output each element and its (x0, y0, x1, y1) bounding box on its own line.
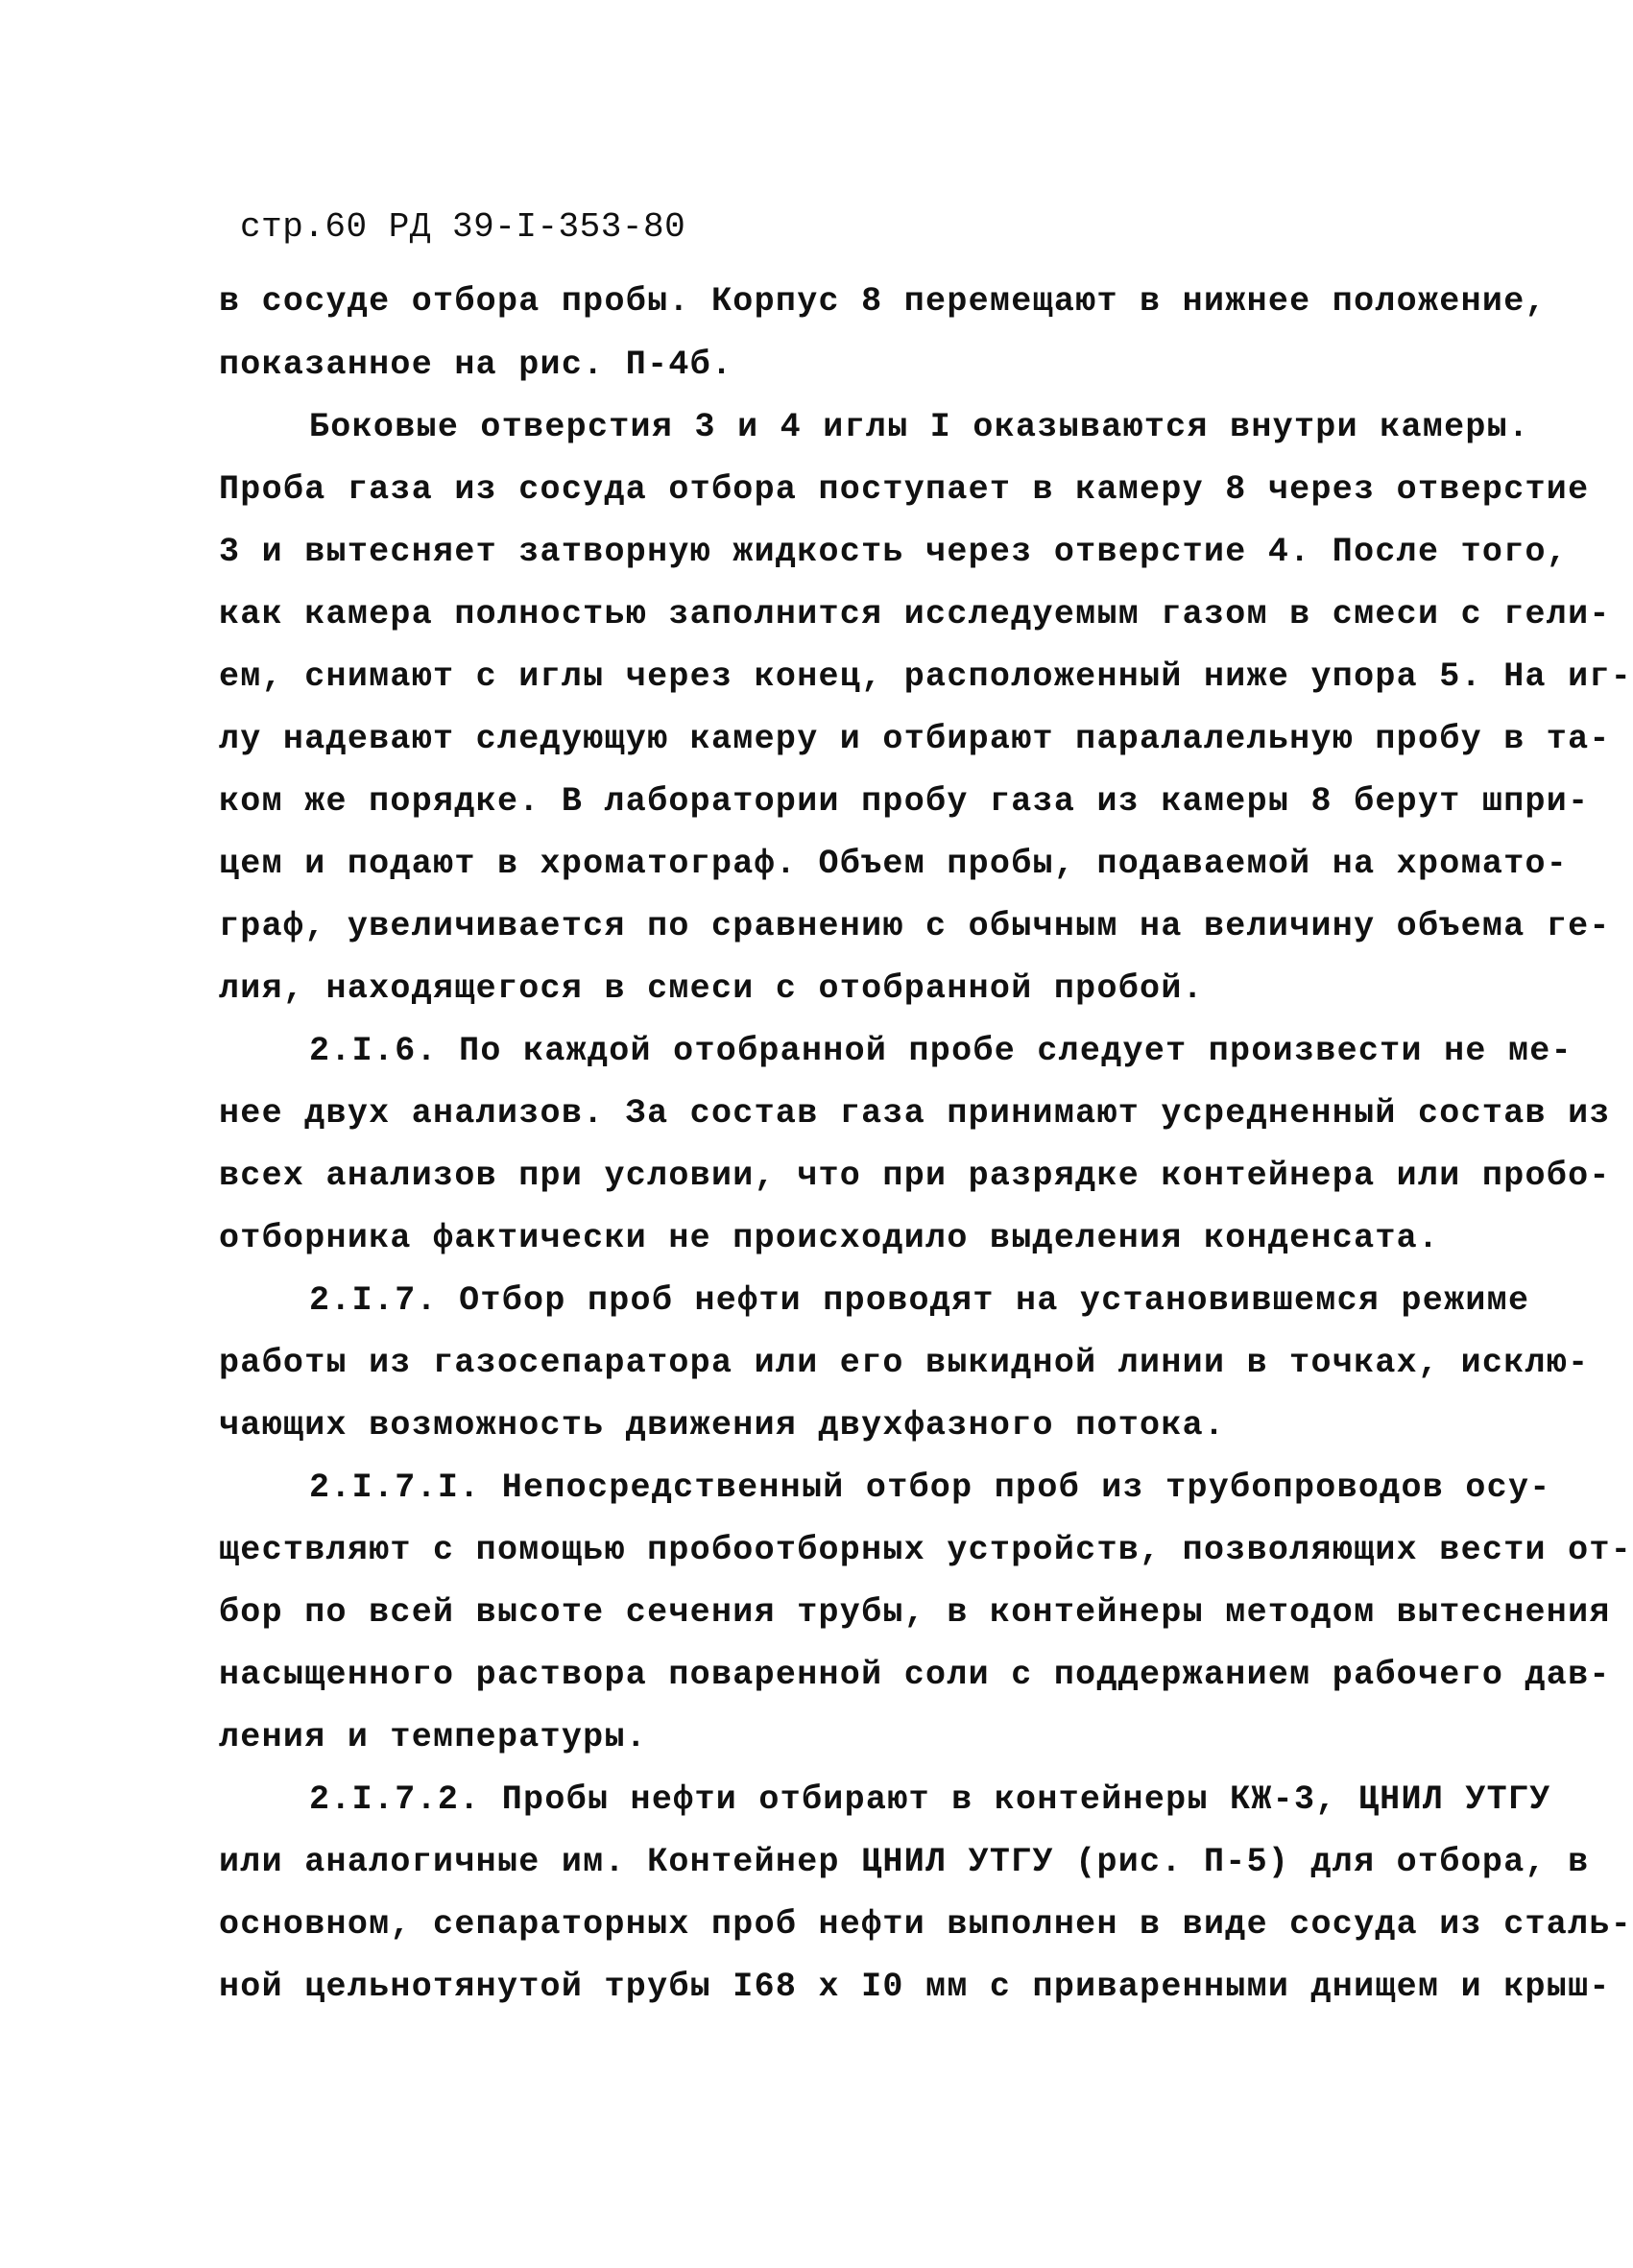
text-line: работы из газосепаратора или его выкидной линии в точках, исклю- (219, 1344, 1590, 1382)
text-line: лу надевают следующую камеру и отбирают паралалельную пробу в та- (219, 720, 1611, 758)
text-line: цем и подают в хроматограф. Объем пробы, подаваемой на хромато- (219, 845, 1569, 883)
text-line: 3 и вытесняет затворную жидкость через отверстие 4. После того, (219, 533, 1569, 571)
text-line: ления и температуры. (219, 1718, 648, 1756)
text-line: граф, увеличивается по сравнению с обычным на величину объема ге- (219, 907, 1611, 945)
text-line: ком же порядке. В лаборатории пробу газа из камеры 8 берут шпри- (219, 782, 1590, 821)
text-line: или аналогичные им. Контейнер ЦНИЛ УТГУ (рис. П-5) для отбора, в (219, 1843, 1590, 1881)
text-line: Проба газа из сосуда отбора поступает в камеру 8 через отверстие (219, 470, 1590, 509)
text-line: как камера полностью заполнится исследуемым газом в смеси с гели- (219, 595, 1611, 633)
page-header: стр.60 РД 39-I-353-80 (240, 207, 686, 247)
text-line: 2.I.7.I. Непосредственный отбор проб из трубопроводов осу- (309, 1468, 1551, 1507)
text-line: основном, сепараторных проб нефти выполнен в виде сосуда из сталь- (219, 1905, 1633, 1944)
text-line: в сосуде отбора пробы. Корпус 8 перемещают в нижнее положение, (219, 282, 1547, 321)
text-line: ем, снимают с иглы через конец, расположенный ниже упора 5. На иг- (219, 657, 1633, 696)
text-line: нее двух анализов. За состав газа принимают усредненный состав из (219, 1094, 1611, 1133)
text-line: всех анализов при условии, что при разрядке контейнера или пробо- (219, 1157, 1611, 1195)
text-line: насыщенного раствора поваренной соли с поддержанием рабочего дав- (219, 1656, 1611, 1694)
text-line: 2.I.7.2. Пробы нефти отбирают в контейнеры КЖ-3, ЦНИЛ УТГУ (309, 1780, 1551, 1819)
text-line: бор по всей высоте сечения трубы, в контейнеры методом вытеснения (219, 1593, 1611, 1632)
text-line: 2.I.6. По каждой отобранной пробе следует произвести не ме- (309, 1032, 1573, 1070)
text-line: чающих возможность движения двухфазного потока. (219, 1406, 1226, 1444)
text-line: показанное на рис. П-4б. (219, 346, 733, 384)
text-line: лия, находящегося в смеси с отобранной пробой. (219, 969, 1204, 1008)
text-line: ной цельнотянутой трубы I68 х I0 мм с приваренными днищем и крыш- (219, 1968, 1611, 2006)
text-line: Боковые отверстия 3 и 4 иглы I оказываются внутри камеры. (309, 408, 1530, 446)
text-line: 2.I.7. Отбор проб нефти проводят на установившемся режиме (309, 1281, 1530, 1320)
text-line: ществляют с помощью пробоотборных устройств, позволяющих вести от- (219, 1531, 1633, 1569)
text-line: отборника фактически не происходило выделения конденсата. (219, 1219, 1440, 1257)
